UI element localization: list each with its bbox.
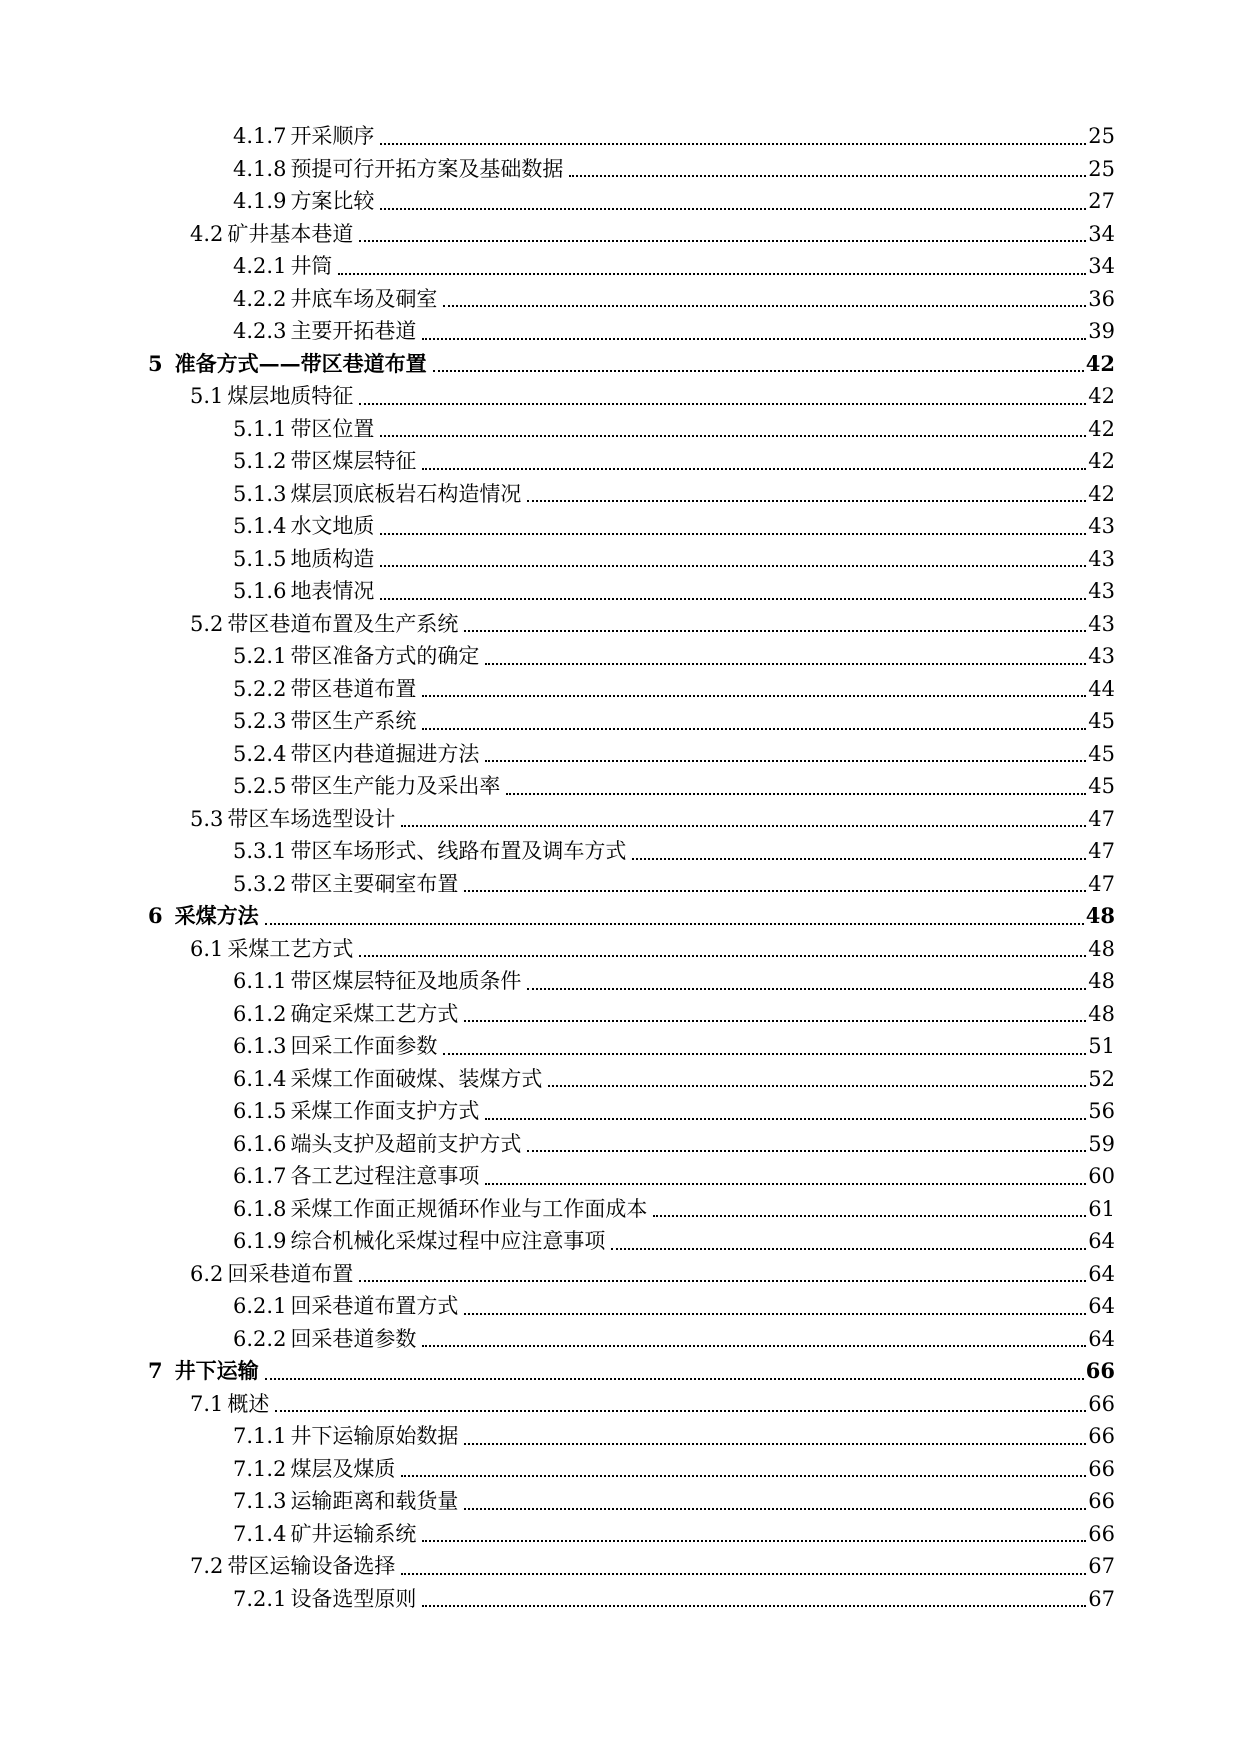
toc-entry-number: 5.3 bbox=[190, 806, 224, 831]
toc-page-number: 47 bbox=[1088, 806, 1115, 831]
toc-dot-leader bbox=[265, 900, 1084, 933]
toc-dot-leader bbox=[464, 1485, 1086, 1518]
toc-entry[interactable] bbox=[0, 185, 1235, 218]
toc-entry-number: 6.2.2 bbox=[233, 1326, 287, 1351]
toc-dot-leader bbox=[464, 998, 1086, 1031]
toc-dot-leader bbox=[443, 1030, 1086, 1063]
toc-entry-heading bbox=[233, 1063, 542, 1096]
toc-page-number: 42 bbox=[1085, 350, 1115, 376]
toc-entry-title: 带区煤层特征及地质条件 bbox=[290, 969, 522, 993]
toc-entry-number: 6.2 bbox=[190, 1261, 224, 1286]
toc-entry[interactable] bbox=[0, 998, 1235, 1031]
toc-page-number: 25 bbox=[1088, 124, 1115, 148]
toc-entry-title: 开采顺序 bbox=[290, 124, 375, 148]
toc-entry-title: 井下运输原始数据 bbox=[290, 1424, 459, 1448]
toc-entry-heading bbox=[233, 1030, 437, 1063]
toc-entry-number: 5.2 bbox=[190, 611, 224, 636]
toc-entry-title: 准备方式——带区巷道布置 bbox=[174, 350, 427, 376]
toc-page-number: 44 bbox=[1088, 676, 1115, 701]
toc-entry-title: 带区生产系统 bbox=[290, 709, 417, 733]
toc-page-number: 39 bbox=[1088, 319, 1115, 343]
toc-entry-title: 运输距离和载货量 bbox=[290, 1489, 459, 1513]
toc-entry[interactable] bbox=[0, 1258, 1235, 1291]
toc-page-number: 48 bbox=[1085, 903, 1115, 928]
toc-entry-number: 4.2 bbox=[190, 221, 224, 246]
table-of-contents bbox=[0, 120, 1235, 1615]
toc-page-number: 43 bbox=[1088, 611, 1115, 636]
toc-dot-leader bbox=[422, 445, 1086, 478]
toc-page-number: 45 bbox=[1088, 741, 1115, 766]
toc-dot-leader bbox=[527, 965, 1086, 998]
toc-entry-title: 矿井基本巷道 bbox=[227, 221, 354, 246]
toc-entry-title: 主要开拓巷道 bbox=[290, 319, 417, 343]
toc-entry-heading bbox=[233, 283, 437, 316]
toc-page-number: 56 bbox=[1088, 1099, 1115, 1123]
toc-entry-heading bbox=[233, 1518, 416, 1551]
toc-entry-title: 回采巷道布置方式 bbox=[290, 1294, 459, 1318]
toc-entry[interactable] bbox=[0, 1550, 1235, 1583]
toc-dot-leader bbox=[443, 283, 1086, 316]
toc-entry-number: 6.1 bbox=[190, 936, 224, 961]
toc-dot-leader bbox=[359, 933, 1086, 966]
toc-page-number: 66 bbox=[1088, 1489, 1115, 1513]
toc-dot-leader bbox=[485, 1160, 1086, 1193]
toc-dot-leader bbox=[653, 1193, 1086, 1226]
toc-entry[interactable] bbox=[0, 478, 1235, 511]
toc-entry-number: 6 bbox=[148, 903, 163, 928]
toc-entry[interactable] bbox=[0, 510, 1235, 543]
toc-entry-heading bbox=[233, 1160, 479, 1193]
toc-entry[interactable] bbox=[0, 1095, 1235, 1128]
toc-entry[interactable] bbox=[0, 1518, 1235, 1551]
toc-page-number: 64 bbox=[1088, 1326, 1115, 1351]
toc-entry-heading bbox=[233, 1290, 458, 1323]
toc-entry-heading bbox=[233, 1128, 521, 1161]
toc-page-number: 66 bbox=[1088, 1521, 1115, 1546]
toc-entry-number: 4.2.3 bbox=[233, 319, 287, 343]
toc-entry[interactable] bbox=[0, 1160, 1235, 1193]
toc-entry-title: 矿井运输系统 bbox=[290, 1521, 417, 1546]
toc-entry[interactable] bbox=[0, 738, 1235, 771]
toc-entry-heading bbox=[190, 380, 353, 413]
toc-page-number: 27 bbox=[1088, 189, 1115, 213]
toc-entry-title: 带区车场选型设计 bbox=[227, 806, 396, 831]
toc-entry-title: 井筒 bbox=[290, 254, 333, 278]
toc-entry-number: 7.1.3 bbox=[233, 1489, 287, 1513]
toc-entry-heading bbox=[233, 738, 479, 771]
toc-entry-heading bbox=[190, 218, 353, 251]
toc-dot-leader bbox=[380, 185, 1086, 218]
toc-dot-leader bbox=[611, 1225, 1086, 1258]
toc-entry[interactable] bbox=[0, 1420, 1235, 1453]
toc-entry-number: 5.1.2 bbox=[233, 449, 287, 473]
toc-entry-heading bbox=[233, 1193, 647, 1226]
toc-entry[interactable] bbox=[0, 705, 1235, 738]
toc-entry[interactable] bbox=[0, 803, 1235, 836]
toc-dot-leader bbox=[506, 770, 1086, 803]
toc-entry-number: 4.2.1 bbox=[233, 254, 287, 278]
toc-entry[interactable] bbox=[0, 868, 1235, 901]
toc-page-number: 67 bbox=[1088, 1586, 1115, 1611]
toc-dot-leader bbox=[338, 250, 1086, 283]
toc-entry-title: 带区煤层特征 bbox=[290, 449, 417, 473]
toc-entry-title: 带区内巷道掘进方法 bbox=[290, 741, 480, 766]
toc-entry[interactable] bbox=[0, 1485, 1235, 1518]
toc-entry[interactable] bbox=[0, 1388, 1235, 1421]
toc-entry-number: 5.3.1 bbox=[233, 839, 287, 863]
toc-entry-title: 带区巷道布置 bbox=[290, 676, 417, 701]
toc-entry-number: 6.1.4 bbox=[233, 1066, 287, 1091]
toc-entry[interactable] bbox=[0, 120, 1235, 153]
toc-entry[interactable] bbox=[0, 380, 1235, 413]
toc-dot-leader bbox=[275, 1388, 1086, 1421]
toc-dot-leader bbox=[527, 478, 1086, 511]
toc-entry-heading bbox=[233, 445, 416, 478]
toc-entry[interactable] bbox=[0, 1583, 1235, 1616]
toc-entry-heading bbox=[233, 575, 374, 608]
toc-dot-leader bbox=[380, 575, 1086, 608]
toc-entry-heading bbox=[233, 770, 500, 803]
toc-entry-title: 回采巷道布置 bbox=[227, 1261, 354, 1286]
toc-entry[interactable] bbox=[0, 1030, 1235, 1063]
toc-entry-heading bbox=[233, 1225, 605, 1258]
toc-entry-number: 5.1 bbox=[190, 384, 224, 408]
toc-entry-number: 7 bbox=[148, 1358, 163, 1383]
toc-page-number: 64 bbox=[1088, 1229, 1115, 1253]
toc-entry-title: 方案比较 bbox=[290, 189, 375, 213]
toc-dot-leader bbox=[422, 705, 1086, 738]
toc-page-number: 25 bbox=[1088, 156, 1115, 181]
toc-dot-leader bbox=[632, 835, 1086, 868]
toc-entry[interactable] bbox=[0, 1225, 1235, 1258]
toc-entry-title: 概述 bbox=[227, 1391, 270, 1416]
toc-page-number: 34 bbox=[1088, 221, 1115, 246]
toc-entry-title: 各工艺过程注意事项 bbox=[290, 1164, 480, 1188]
toc-entry-number: 5 bbox=[148, 350, 163, 376]
toc-entry-title: 煤层及煤质 bbox=[290, 1456, 396, 1481]
toc-entry-number: 5.2.3 bbox=[233, 709, 287, 733]
toc-dot-leader bbox=[464, 1290, 1086, 1323]
toc-entry[interactable] bbox=[0, 933, 1235, 966]
toc-entry-number: 7.2 bbox=[190, 1554, 224, 1578]
toc-entry-number: 4.1.8 bbox=[233, 156, 287, 181]
toc-entry-title: 带区位置 bbox=[290, 416, 375, 441]
toc-entry-heading bbox=[233, 868, 458, 901]
toc-dot-leader bbox=[433, 348, 1084, 381]
toc-entry[interactable] bbox=[0, 1063, 1235, 1096]
toc-entry-heading bbox=[190, 1550, 395, 1583]
toc-dot-leader bbox=[359, 380, 1086, 413]
toc-entry-heading bbox=[190, 608, 458, 641]
toc-entry[interactable] bbox=[0, 770, 1235, 803]
toc-entry[interactable] bbox=[0, 543, 1235, 576]
toc-entry-heading bbox=[148, 348, 427, 381]
toc-entry[interactable] bbox=[0, 1128, 1235, 1161]
toc-entry-title: 带区巷道布置及生产系统 bbox=[227, 611, 459, 636]
toc-page-number: 43 bbox=[1088, 514, 1115, 538]
toc-page-number: 61 bbox=[1088, 1196, 1115, 1221]
toc-entry[interactable] bbox=[0, 153, 1235, 186]
toc-page-number: 43 bbox=[1088, 644, 1115, 668]
toc-page-number: 66 bbox=[1085, 1358, 1115, 1383]
toc-entry[interactable] bbox=[0, 640, 1235, 673]
toc-entry-heading bbox=[190, 1258, 353, 1291]
toc-entry-heading bbox=[148, 1355, 259, 1388]
toc-page-number: 47 bbox=[1088, 839, 1115, 863]
toc-entry-heading bbox=[233, 835, 626, 868]
toc-entry-title: 端头支护及超前支护方式 bbox=[290, 1131, 522, 1156]
toc-entry-title: 煤层地质特征 bbox=[227, 384, 354, 408]
toc-dot-leader bbox=[401, 1550, 1086, 1583]
toc-entry-number: 5.1.6 bbox=[233, 579, 287, 603]
toc-entry[interactable] bbox=[0, 413, 1235, 446]
toc-entry-heading bbox=[233, 705, 416, 738]
toc-entry-title: 采煤工作面支护方式 bbox=[290, 1099, 480, 1123]
toc-page-number: 64 bbox=[1088, 1294, 1115, 1318]
toc-entry-number: 5.2.1 bbox=[233, 644, 287, 668]
toc-entry-title: 采煤工作面破煤、装煤方式 bbox=[290, 1066, 543, 1091]
toc-dot-leader bbox=[422, 1583, 1086, 1616]
toc-page-number: 34 bbox=[1088, 254, 1115, 278]
toc-entry[interactable] bbox=[0, 1193, 1235, 1226]
toc-page-number: 66 bbox=[1088, 1391, 1115, 1416]
toc-entry-heading bbox=[233, 543, 374, 576]
toc-entry-title: 地质构造 bbox=[290, 546, 375, 571]
toc-entry-number: 5.2.2 bbox=[233, 676, 287, 701]
toc-page-number: 42 bbox=[1088, 449, 1115, 473]
toc-entry[interactable] bbox=[0, 283, 1235, 316]
toc-page-number: 42 bbox=[1088, 384, 1115, 408]
toc-entry-title: 回采巷道参数 bbox=[290, 1326, 417, 1351]
toc-dot-leader bbox=[422, 315, 1086, 348]
toc-entry-title: 采煤方法 bbox=[174, 903, 259, 928]
toc-entry[interactable] bbox=[0, 315, 1235, 348]
toc-entry[interactable] bbox=[0, 835, 1235, 868]
toc-dot-leader bbox=[265, 1355, 1084, 1388]
toc-dot-leader bbox=[401, 1453, 1086, 1486]
toc-entry-number: 7.1.4 bbox=[233, 1521, 287, 1546]
toc-dot-leader bbox=[380, 120, 1086, 153]
toc-entry-heading bbox=[233, 478, 521, 511]
toc-entry-title: 采煤工艺方式 bbox=[227, 936, 354, 961]
toc-page-number: 48 bbox=[1088, 1001, 1115, 1026]
toc-entry-heading bbox=[190, 803, 395, 836]
toc-entry-number: 4.1.9 bbox=[233, 189, 287, 213]
toc-entry[interactable] bbox=[0, 1355, 1235, 1388]
toc-entry-number: 5.1.4 bbox=[233, 514, 287, 538]
toc-entry-heading bbox=[233, 1583, 416, 1616]
toc-entry-heading bbox=[233, 413, 374, 446]
toc-entry-title: 采煤工作面正规循环作业与工作面成本 bbox=[290, 1196, 648, 1221]
toc-entry-number: 7.1 bbox=[190, 1391, 224, 1416]
toc-page-number: 51 bbox=[1088, 1034, 1115, 1058]
toc-page-number: 67 bbox=[1088, 1554, 1115, 1578]
toc-page-number: 42 bbox=[1088, 481, 1115, 506]
toc-entry-number: 6.1.7 bbox=[233, 1164, 287, 1188]
toc-page-number: 64 bbox=[1088, 1261, 1115, 1286]
toc-entry-heading bbox=[190, 1388, 269, 1421]
toc-page-number: 43 bbox=[1088, 546, 1115, 571]
toc-entry[interactable] bbox=[0, 900, 1235, 933]
toc-entry-number: 4.2.2 bbox=[233, 286, 287, 311]
toc-entry[interactable] bbox=[0, 1453, 1235, 1486]
toc-entry-heading bbox=[233, 640, 479, 673]
toc-page-number: 36 bbox=[1088, 286, 1115, 311]
toc-entry[interactable] bbox=[0, 348, 1235, 381]
toc-entry-heading bbox=[233, 250, 332, 283]
toc-entry-heading bbox=[233, 1485, 458, 1518]
toc-dot-leader bbox=[485, 640, 1086, 673]
toc-entry-heading bbox=[233, 998, 458, 1031]
toc-entry[interactable] bbox=[0, 445, 1235, 478]
toc-page-number: 45 bbox=[1088, 774, 1115, 798]
toc-entry-title: 带区运输设备选择 bbox=[227, 1554, 396, 1578]
toc-page-number: 52 bbox=[1088, 1066, 1115, 1091]
toc-entry-title: 回采工作面参数 bbox=[290, 1034, 438, 1058]
toc-entry-number: 5.3.2 bbox=[233, 871, 287, 896]
toc-entry-title: 地表情况 bbox=[290, 579, 375, 603]
toc-entry-heading bbox=[233, 120, 374, 153]
toc-entry-heading bbox=[233, 510, 374, 543]
toc-entry-heading bbox=[233, 1323, 416, 1356]
toc-entry-number: 5.1.1 bbox=[233, 416, 287, 441]
toc-entry-title: 井下运输 bbox=[174, 1358, 259, 1383]
toc-entry-number: 6.1.1 bbox=[233, 969, 287, 993]
toc-entry-number: 5.1.3 bbox=[233, 481, 287, 506]
toc-dot-leader bbox=[359, 218, 1086, 251]
toc-dot-leader bbox=[359, 1258, 1086, 1291]
toc-dot-leader bbox=[464, 1420, 1086, 1453]
toc-entry-heading bbox=[233, 185, 374, 218]
toc-entry-title: 确定采煤工艺方式 bbox=[290, 1001, 459, 1026]
toc-page-number: 48 bbox=[1088, 969, 1115, 993]
toc-dot-leader bbox=[422, 673, 1086, 706]
toc-entry-title: 预提可行开拓方案及基础数据 bbox=[290, 156, 564, 181]
toc-entry-title: 井底车场及硐室 bbox=[290, 286, 438, 311]
toc-entry-number: 7.1.1 bbox=[233, 1424, 287, 1448]
toc-entry-number: 6.1.8 bbox=[233, 1196, 287, 1221]
toc-entry-title: 水文地质 bbox=[290, 514, 375, 538]
toc-entry-heading bbox=[190, 933, 353, 966]
toc-entry-number: 4.1.7 bbox=[233, 124, 287, 148]
toc-entry-heading bbox=[233, 153, 563, 186]
toc-entry-number: 6.1.6 bbox=[233, 1131, 287, 1156]
toc-page-number: 66 bbox=[1088, 1424, 1115, 1448]
toc-dot-leader bbox=[380, 510, 1086, 543]
toc-entry-number: 6.1.3 bbox=[233, 1034, 287, 1058]
toc-entry[interactable] bbox=[0, 673, 1235, 706]
toc-entry-heading bbox=[233, 673, 416, 706]
toc-page-number: 66 bbox=[1088, 1456, 1115, 1481]
toc-page-number: 48 bbox=[1088, 936, 1115, 961]
toc-entry-number: 6.1.9 bbox=[233, 1229, 287, 1253]
toc-entry-number: 5.2.4 bbox=[233, 741, 287, 766]
toc-entry-number: 6.2.1 bbox=[233, 1294, 287, 1318]
toc-page-number: 45 bbox=[1088, 709, 1115, 733]
toc-entry-heading bbox=[233, 1420, 458, 1453]
toc-page-number: 43 bbox=[1088, 579, 1115, 603]
toc-entry-number: 7.1.2 bbox=[233, 1456, 287, 1481]
toc-entry-title: 设备选型原则 bbox=[290, 1586, 417, 1611]
toc-entry-title: 带区生产能力及采出率 bbox=[290, 774, 501, 798]
toc-page-number: 42 bbox=[1088, 416, 1115, 441]
toc-entry-number: 6.1.2 bbox=[233, 1001, 287, 1026]
toc-dot-leader bbox=[485, 738, 1086, 771]
toc-entry-number: 5.2.5 bbox=[233, 774, 287, 798]
toc-page-number: 60 bbox=[1088, 1164, 1115, 1188]
toc-entry[interactable] bbox=[0, 218, 1235, 251]
toc-dot-leader bbox=[485, 1095, 1086, 1128]
toc-entry-title: 带区车场形式、线路布置及调车方式 bbox=[290, 839, 627, 863]
toc-entry-heading bbox=[233, 1095, 479, 1128]
toc-dot-leader bbox=[464, 868, 1086, 901]
toc-entry-heading bbox=[148, 900, 259, 933]
toc-entry-number: 5.1.5 bbox=[233, 546, 287, 571]
toc-page-number: 47 bbox=[1088, 871, 1115, 896]
toc-dot-leader bbox=[527, 1128, 1086, 1161]
toc-entry[interactable] bbox=[0, 1290, 1235, 1323]
toc-dot-leader bbox=[380, 413, 1086, 446]
toc-entry-title: 带区主要硐室布置 bbox=[290, 871, 459, 896]
toc-entry-title: 综合机械化采煤过程中应注意事项 bbox=[290, 1229, 606, 1253]
toc-dot-leader bbox=[569, 153, 1086, 186]
toc-entry-number: 6.1.5 bbox=[233, 1099, 287, 1123]
toc-entry-heading bbox=[233, 1453, 395, 1486]
toc-dot-leader bbox=[422, 1323, 1086, 1356]
toc-entry-heading bbox=[233, 965, 521, 998]
toc-dot-leader bbox=[464, 608, 1086, 641]
toc-entry-title: 煤层顶底板岩石构造情况 bbox=[290, 481, 522, 506]
toc-entry-heading bbox=[233, 315, 416, 348]
toc-entry[interactable] bbox=[0, 575, 1235, 608]
toc-dot-leader bbox=[401, 803, 1086, 836]
toc-dot-leader bbox=[422, 1518, 1086, 1551]
toc-entry-number: 7.2.1 bbox=[233, 1586, 287, 1611]
toc-entry[interactable] bbox=[0, 250, 1235, 283]
toc-dot-leader bbox=[380, 543, 1086, 576]
toc-entry[interactable] bbox=[0, 965, 1235, 998]
toc-entry-title: 带区准备方式的确定 bbox=[290, 644, 480, 668]
toc-entry[interactable] bbox=[0, 1323, 1235, 1356]
toc-dot-leader bbox=[548, 1063, 1086, 1096]
toc-entry[interactable] bbox=[0, 608, 1235, 641]
toc-page-number: 59 bbox=[1088, 1131, 1115, 1156]
